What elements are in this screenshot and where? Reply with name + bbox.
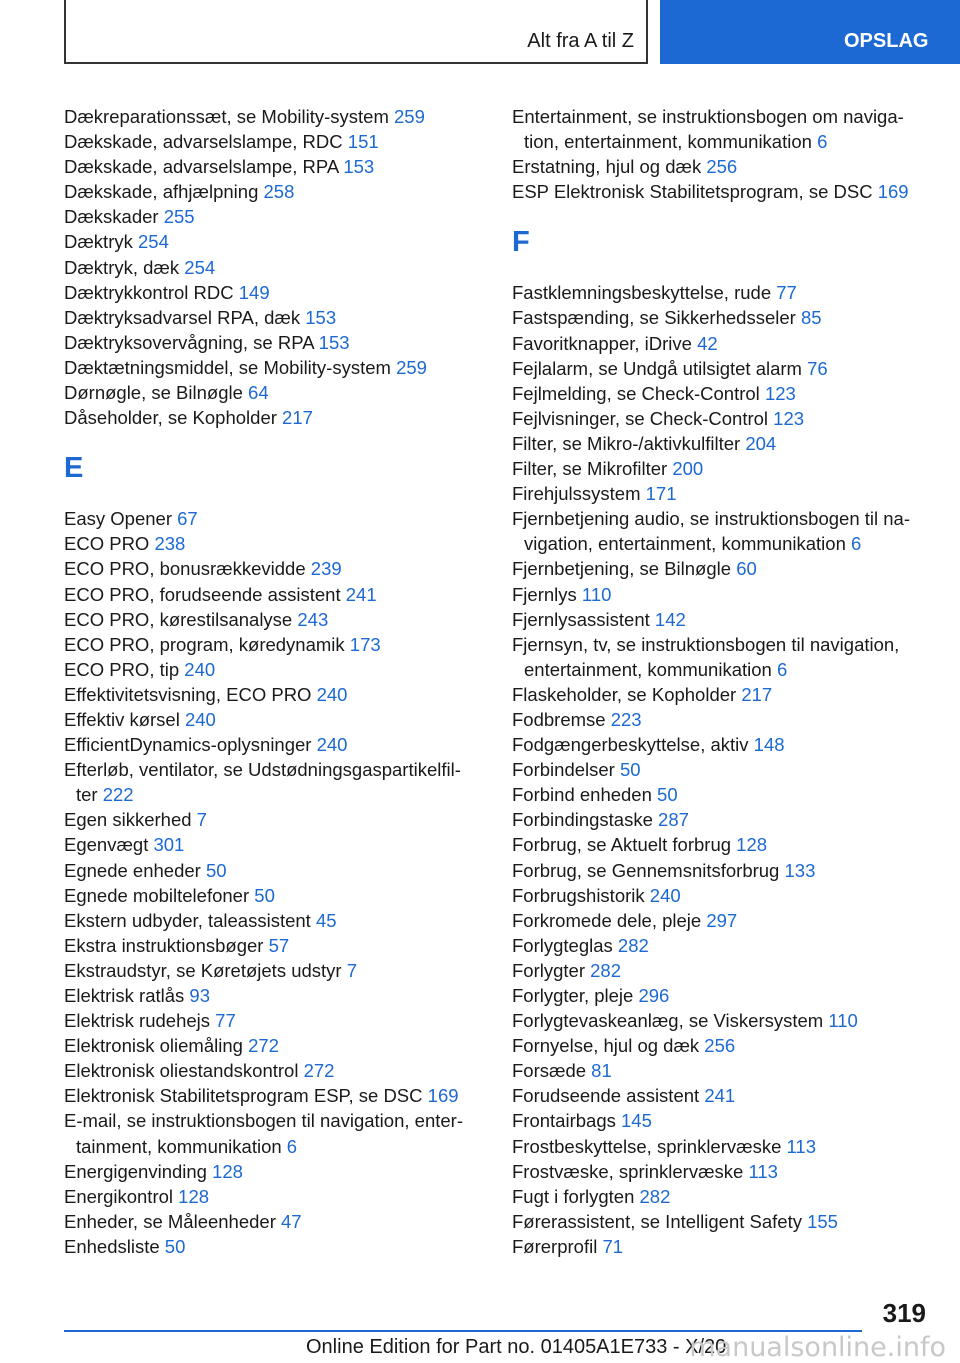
index-entry-text: Forbindingstaske <box>512 809 653 831</box>
page-reference-link[interactable]: 85 <box>800 307 822 329</box>
page-reference-link[interactable]: 259 <box>394 106 425 127</box>
index-entry <box>512 1134 932 1159</box>
page-reference-link[interactable]: 50 <box>164 1235 186 1257</box>
index-entry <box>64 1234 484 1259</box>
page-reference-link[interactable]: 282 <box>590 959 622 981</box>
index-entry <box>64 104 484 129</box>
page-reference-link[interactable]: 254 <box>138 231 169 253</box>
index-entry <box>64 506 484 531</box>
index-entry <box>512 933 932 958</box>
page-reference-link[interactable]: 240 <box>184 708 216 730</box>
index-entry-text: Forudseende assistent <box>512 1085 700 1107</box>
index-entry <box>512 381 932 406</box>
page-reference-link[interactable]: 155 <box>807 1210 838 1232</box>
edition-text: Online Edition for Part no. 01405A1E733 - X/20 <box>306 1336 727 1358</box>
index-entry <box>64 129 484 154</box>
index-entry-text: Dækskader <box>64 206 159 228</box>
index-entry <box>512 858 932 883</box>
index-entry <box>512 757 932 782</box>
page-reference-link[interactable]: 81 <box>591 1060 612 1082</box>
index-entry-text: Elektrisk rudehejs <box>64 1010 211 1032</box>
index-entry-text: Dæktryk, dæk <box>64 256 180 278</box>
index-entry-text: Forlygtevaskeanlæg, se Viskersystem <box>512 1010 824 1032</box>
page-reference-link[interactable]: 272 <box>303 1060 335 1082</box>
index-entry-text: Forbind enheden <box>512 784 652 806</box>
index-entry <box>512 556 932 581</box>
index-entry-text: Effektivitetsvisning, ECO PRO <box>64 683 312 705</box>
index-column-left <box>64 104 484 1259</box>
index-entry-text: Dæktætningsmiddel, se Mobility-system <box>64 356 391 378</box>
page-reference-link[interactable]: 123 <box>773 407 805 429</box>
index-entry <box>64 1058 484 1083</box>
index-entry-text: Forlygter, pleje <box>512 985 634 1006</box>
index-entry <box>512 506 932 556</box>
index-entry <box>64 531 484 556</box>
index-entry <box>64 556 484 581</box>
page-reference-link[interactable]: 57 <box>268 934 290 956</box>
index-entry <box>64 1108 484 1158</box>
page-reference-link[interactable]: 239 <box>310 558 342 580</box>
index-entry <box>64 1209 484 1234</box>
index-entry <box>512 1033 932 1058</box>
index-entry <box>512 1184 932 1209</box>
index-entry-text: Dæktryksadvarsel RPA, dæk <box>64 306 301 328</box>
index-entry <box>64 355 484 380</box>
index-entry <box>64 908 484 933</box>
index-entry-text: Filter, se Mikrofilter <box>512 458 668 480</box>
index-entry-text: Fejlalarm, se Undgå utilsigtet alarm <box>512 357 802 379</box>
page-reference-link[interactable]: 128 <box>212 1160 243 1182</box>
page-reference-link[interactable]: 238 <box>154 533 186 555</box>
page-reference-link[interactable]: 67 <box>177 508 198 530</box>
index-entry-text: Dækreparationssæt, se Mobility-system <box>64 106 389 127</box>
index-entry-text: Efterløb, ventilator, se Udstødningsgaspartikelfil‐ ter <box>64 759 461 806</box>
page-reference-link[interactable]: 128 <box>178 1185 210 1207</box>
index-entry <box>512 1108 932 1133</box>
index-entry <box>512 431 932 456</box>
index-entry-text: Enheder, se Måleenheder <box>64 1210 276 1232</box>
page-reference-link[interactable]: 47 <box>281 1210 302 1232</box>
index-entry-text: Forbindelser <box>512 759 615 781</box>
index-entry-text: Fugt i forlygten <box>512 1185 635 1207</box>
page-reference-link[interactable]: 64 <box>248 382 269 404</box>
page-reference-link[interactable]: 7 <box>196 809 207 831</box>
index-entry <box>512 832 932 857</box>
page-reference-link[interactable]: 258 <box>263 181 295 203</box>
index-entry-text: Dæktryk <box>64 231 133 253</box>
page-reference-link[interactable]: 110 <box>581 583 612 605</box>
index-entry <box>64 858 484 883</box>
page-reference-link[interactable]: 60 <box>736 558 757 580</box>
index-entry-text: Flaskeholder, se Kopholder <box>512 683 737 705</box>
page-reference-link[interactable]: 173 <box>349 633 381 655</box>
index-entry <box>512 1159 932 1184</box>
index-entry-text: Frostvæske, sprinklervæske <box>512 1160 744 1182</box>
index-entry-text: Fjernlys <box>512 583 577 605</box>
index-entry-text: Dåseholder, se Kopholder <box>64 407 277 429</box>
index-entry <box>512 305 932 330</box>
index-entry <box>512 481 932 506</box>
index-entry-text: ESP Elektronisk Stabilitetsprogram, se DSC <box>512 181 873 203</box>
index-entry-text: ECO PRO, tip <box>64 658 180 680</box>
index-entry <box>512 179 932 204</box>
page-reference-link[interactable]: 200 <box>672 458 704 480</box>
page-reference-link[interactable]: 77 <box>776 282 797 304</box>
index-entry-text: E-mail, se instruktionsbogen til navigation, enter‐ tainment, kommunikation <box>64 1110 463 1157</box>
index-entry <box>512 983 932 1008</box>
index-entry-text: Energigenvinding <box>64 1160 207 1182</box>
index-entry-text: Fodbremse <box>512 708 606 730</box>
page-reference-link[interactable]: 282 <box>617 934 649 956</box>
index-entry-text: Fastspænding, se Sikkerhedsseler <box>512 307 796 329</box>
page-reference-link[interactable]: 169 <box>877 181 909 203</box>
index-entry-text: Forlygteglas <box>512 934 613 956</box>
index-entry-text: Effektiv kørsel <box>64 708 180 730</box>
index-entry-text: Frontairbags <box>512 1110 616 1132</box>
index-entry-text: Dæktrykkontrol RDC <box>64 281 234 303</box>
page-reference-link[interactable]: 148 <box>753 734 785 756</box>
index-entry-text: Fastklemningsbeskyttelse, rude <box>512 282 772 304</box>
index-entry-text: Fornyelse, hjul og dæk <box>512 1035 700 1057</box>
index-entry <box>512 908 932 933</box>
index-entry <box>64 255 484 280</box>
index-entry-text: Frostbeskyttelse, sprinklervæske <box>512 1135 782 1157</box>
index-entry-text: Forlygter <box>512 959 585 981</box>
index-entry-text: Elektronisk oliestandskontrol <box>64 1060 299 1082</box>
index-entry-text: Entertainment, se instruktionsbogen om naviga‐ tion, entertainment, kommunikation <box>512 106 904 153</box>
page-reference-link[interactable]: 149 <box>238 281 270 303</box>
index-entry <box>64 732 484 757</box>
index-entry <box>64 305 484 330</box>
index-entry-text: Ekstra instruktionsbøger <box>64 934 264 956</box>
index-entry <box>64 154 484 179</box>
index-entry <box>64 330 484 355</box>
index-entry <box>64 983 484 1008</box>
index-entry <box>64 832 484 857</box>
page-reference-link[interactable]: 123 <box>764 382 796 404</box>
index-entry-text: ECO PRO, forudseende assistent <box>64 583 341 605</box>
index-entry <box>512 883 932 908</box>
page-reference-link[interactable]: 222 <box>102 784 134 806</box>
index-entry-text: Egen sikkerhed <box>64 809 192 831</box>
index-entry-text: Dækskade, advarselslampe, RDC <box>64 131 343 153</box>
index-entry-text: Ekstern udbyder, taleassistent <box>64 909 311 931</box>
index-entry-text: Ekstraudstyr, se Køretøjets udstyr <box>64 959 342 981</box>
watermark-logo: manualsonline.info <box>689 1332 946 1363</box>
index-entry <box>64 682 484 707</box>
page-reference-link[interactable]: 153 <box>318 331 350 353</box>
page-reference-link[interactable]: 240 <box>316 683 348 705</box>
page-reference-link[interactable]: 241 <box>345 583 377 605</box>
page-reference-link[interactable]: 153 <box>305 306 337 328</box>
index-entry-text: Easy Opener <box>64 508 172 530</box>
page-reference-link[interactable]: 93 <box>189 985 210 1006</box>
index-entry <box>512 456 932 481</box>
index-entry-text: ECO PRO, program, køredynamik <box>64 633 345 655</box>
page-reference-link[interactable]: 241 <box>704 1085 736 1107</box>
index-entry <box>64 179 484 204</box>
page-reference-link[interactable]: 128 <box>736 834 768 856</box>
page-reference-link[interactable]: 301 <box>153 834 185 856</box>
page-reference-link[interactable]: 142 <box>654 608 686 630</box>
index-entry-text: Dørnøgle, se Bilnøgle <box>64 382 243 404</box>
page-reference-link[interactable]: 50 <box>254 884 275 906</box>
page-number: 319 <box>882 1298 926 1328</box>
page-reference-link[interactable]: 7 <box>346 959 358 981</box>
page-reference-link[interactable]: 259 <box>396 356 427 378</box>
page-reference-link[interactable]: 287 <box>658 809 689 831</box>
index-entry <box>64 229 484 254</box>
index-entry <box>512 607 932 632</box>
index-entry <box>64 958 484 983</box>
page-reference-link[interactable]: 113 <box>748 1160 778 1182</box>
index-entry-text: Energikontrol <box>64 1185 174 1207</box>
index-entry <box>512 280 932 305</box>
page-reference-link[interactable]: 240 <box>649 884 681 906</box>
page-reference-link[interactable]: 240 <box>316 734 348 756</box>
index-entry <box>512 154 932 179</box>
index-entry-text: ECO PRO, bonusrækkevidde <box>64 558 306 580</box>
index-entry-text: Fjernbetjening audio, se instruktionsbogen til na‐ vigation, entertainment, kommunikation <box>512 508 910 555</box>
index-letter-heading: E <box>64 452 84 485</box>
page-reference-link[interactable]: 153 <box>343 156 375 178</box>
index-entry-text: Firehjulssystem <box>512 483 641 505</box>
index-entry <box>512 682 932 707</box>
page-reference-link[interactable]: 256 <box>706 156 738 178</box>
index-entry-text: Førerprofil <box>512 1235 598 1257</box>
index-column-right <box>512 104 932 1259</box>
index-entry-text: Forsæde <box>512 1060 587 1082</box>
index-entry-text: Førerassistent, se Intelligent Safety <box>512 1210 802 1232</box>
index-entry <box>64 757 484 807</box>
index-entry <box>512 406 932 431</box>
index-entry <box>64 657 484 682</box>
page-reference-link[interactable]: 133 <box>784 859 816 881</box>
page-reference-link[interactable]: 254 <box>184 256 216 278</box>
page-reference-link[interactable]: 204 <box>745 432 777 454</box>
index-entry <box>512 732 932 757</box>
index-entry-text: Egnede mobiltelefoner <box>64 884 250 906</box>
page-reference-link[interactable]: 272 <box>248 1035 279 1057</box>
index-entry-text: Egenvægt <box>64 834 149 856</box>
index-entry-text: ECO PRO <box>64 533 150 555</box>
index-entry <box>512 582 932 607</box>
index-entry-text: Forbrug, se Gennemsnitsforbrug <box>512 859 780 881</box>
index-entry-text: Forbrug, se Aktuelt forbrug <box>512 834 732 856</box>
page-reference-link[interactable]: 77 <box>215 1010 236 1032</box>
index-entry <box>512 1058 932 1083</box>
page-reference-link[interactable]: 50 <box>619 759 641 781</box>
index-entry-text: Egnede enheder <box>64 859 201 881</box>
page-reference-link[interactable]: 50 <box>205 859 227 881</box>
page-reference-link[interactable]: 240 <box>184 658 216 680</box>
page-reference-link[interactable]: 296 <box>638 985 670 1006</box>
index-entry <box>512 958 932 983</box>
index-entry <box>64 380 484 405</box>
page-reference-link[interactable]: 255 <box>163 206 195 228</box>
page-reference-link[interactable]: 6 <box>286 1135 298 1157</box>
page-reference-link[interactable]: 110 <box>828 1010 858 1032</box>
index-entry-text: Fodgængerbeskyttelse, aktiv <box>512 734 749 756</box>
page-reference-link[interactable]: 113 <box>786 1135 817 1157</box>
index-entry <box>512 782 932 807</box>
index-entry <box>512 104 932 154</box>
index-entry <box>512 1209 932 1234</box>
page-reference-link[interactable]: 50 <box>657 784 678 806</box>
page-reference-link[interactable]: 145 <box>621 1110 652 1132</box>
index-entry <box>64 1184 484 1209</box>
index-entry-text: ECO PRO, kørestilsanalyse <box>64 608 293 630</box>
page-reference-link[interactable]: 282 <box>639 1185 671 1207</box>
index-entry-text: Elektrisk ratlås <box>64 985 185 1006</box>
index-entry <box>64 1008 484 1033</box>
page-reference-link[interactable]: 45 <box>315 909 337 931</box>
index-entry-text: Fejlvisninger, se Check-Control <box>512 407 769 429</box>
page-reference-link[interactable]: 217 <box>741 683 773 705</box>
index-entry-text: Filter, se Mikro-/aktivkulfilter <box>512 432 741 454</box>
page-reference-link[interactable]: 169 <box>427 1085 459 1107</box>
index-entry <box>512 807 932 832</box>
opslag-tab[interactable]: OPSLAG <box>660 0 960 64</box>
index-entry <box>512 356 932 381</box>
page-reference-link[interactable]: 76 <box>807 357 828 379</box>
index-entry <box>64 1083 484 1108</box>
index-entry-text: Forkromede dele, pleje <box>512 909 702 931</box>
page-reference-link[interactable]: 171 <box>645 483 677 505</box>
index-entry-text: Dæktryksovervågning, se RPA <box>64 331 314 353</box>
index-entry <box>64 707 484 732</box>
index-entry <box>64 607 484 632</box>
page-reference-link[interactable]: 217 <box>282 407 313 429</box>
index-entry-text: Fjernsyn, tv, se instruktionsbogen til navigation, entertainment, kommunikation <box>512 633 900 680</box>
page-reference-link[interactable]: 6 <box>817 131 828 153</box>
index-entry <box>512 1083 932 1108</box>
index-entry <box>64 632 484 657</box>
index-entry-text: Favoritknapper, iDrive <box>512 332 692 354</box>
index-entry-text: Enhedsliste <box>64 1235 160 1257</box>
index-entry <box>512 632 932 682</box>
index-entry-text: Dækskade, afhjælpning <box>64 181 259 203</box>
page-reference-link[interactable]: 6 <box>851 533 862 555</box>
index-entry <box>512 1234 932 1259</box>
index-entry <box>512 331 932 356</box>
index-entry <box>64 204 484 229</box>
page-reference-link[interactable]: 256 <box>704 1035 736 1057</box>
index-entry-text: Elektronisk Stabilitetsprogram ESP, se DSC <box>64 1085 423 1107</box>
index-entry <box>512 1008 932 1033</box>
index-entry <box>64 883 484 908</box>
index-entry <box>64 807 484 832</box>
page-reference-link[interactable]: 243 <box>297 608 329 630</box>
page-reference-link[interactable]: 151 <box>347 131 379 153</box>
index-entry-text: Elektronisk oliemåling <box>64 1035 243 1057</box>
index-entry-text: Fjernlysassistent <box>512 608 650 630</box>
index-entry <box>64 582 484 607</box>
index-entry <box>512 707 932 732</box>
index-entry <box>64 1033 484 1058</box>
index-entry-text: Dækskade, advarselslampe, RPA <box>64 156 339 178</box>
index-entry-text: Fjernbetjening, se Bilnøgle <box>512 558 732 580</box>
index-entry-text: Erstatning, hjul og dæk <box>512 156 702 178</box>
page-reference-link[interactable]: 42 <box>697 332 718 354</box>
page-reference-link[interactable]: 71 <box>602 1235 624 1257</box>
index-entry-text: Forbrugshistorik <box>512 884 645 906</box>
index-entry <box>64 280 484 305</box>
page-reference-link[interactable]: 223 <box>610 708 642 730</box>
index-entry-text: Fejlmelding, se Check-Control <box>512 382 760 404</box>
page-reference-link[interactable]: 297 <box>706 909 738 931</box>
index-letter-heading: F <box>512 226 530 259</box>
page-reference-link[interactable]: 6 <box>776 658 788 680</box>
index-entry-text: EfficientDynamics-oplysninger <box>64 734 312 756</box>
index-entry <box>64 933 484 958</box>
index-entry <box>64 1159 484 1184</box>
section-title: Alt fra A til Z <box>527 30 634 52</box>
